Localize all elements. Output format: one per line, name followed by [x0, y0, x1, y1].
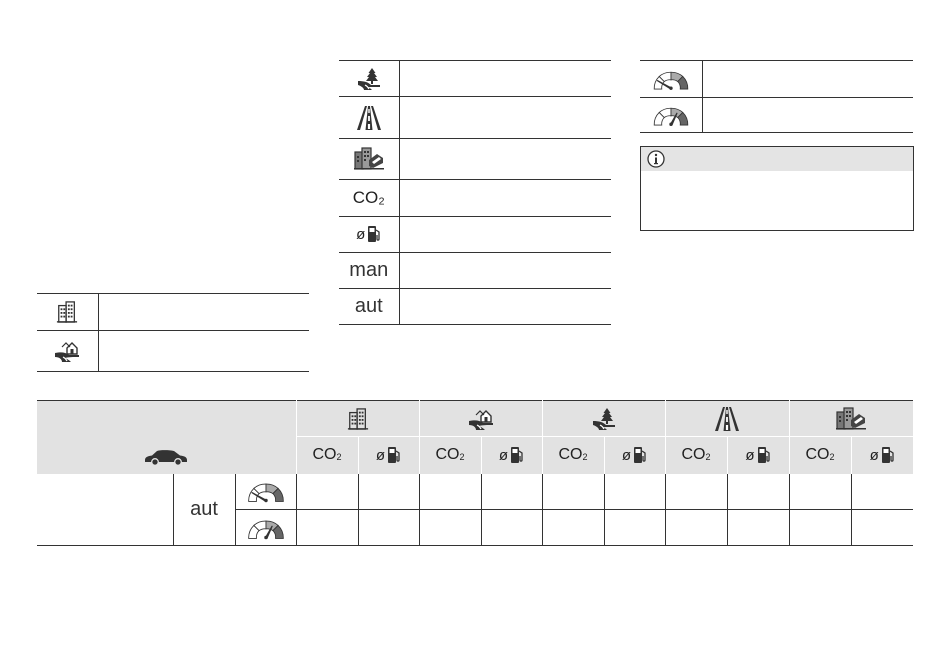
table-cell — [481, 510, 542, 546]
table-cell — [604, 510, 665, 546]
table-cell — [419, 474, 481, 510]
table-cell — [789, 474, 851, 510]
legend-row — [339, 289, 611, 325]
table-cell — [419, 510, 481, 546]
car-icon — [143, 448, 189, 466]
column-header-rural — [542, 401, 665, 437]
gauge-low-icon — [650, 66, 692, 92]
table-cell — [789, 510, 851, 546]
table-row — [37, 474, 913, 510]
table-cell — [542, 510, 604, 546]
gauge-high-icon — [650, 102, 692, 128]
column-header-combined — [789, 401, 913, 437]
table-cell — [665, 474, 727, 510]
note-box — [640, 146, 914, 231]
legend-row — [339, 61, 611, 97]
column-header-highway — [665, 401, 789, 437]
model-cell — [37, 474, 173, 546]
city-combined-icon — [835, 406, 867, 432]
transmission-cell: aut — [173, 474, 235, 546]
city-buildings-icon — [347, 408, 369, 430]
highway-icon — [355, 105, 383, 131]
fuel-header: ø — [727, 437, 789, 474]
table-cell — [727, 510, 789, 546]
legend-row — [640, 98, 913, 133]
highway-icon — [713, 406, 741, 432]
consumption-table — [37, 400, 913, 546]
legend-row — [37, 294, 309, 331]
legend-row — [640, 61, 913, 98]
legend-row — [339, 253, 611, 289]
fuel-pump-icon — [881, 446, 895, 464]
legend-row — [339, 180, 611, 217]
fuel-pump-icon — [757, 446, 771, 464]
suburban-house-road-icon — [53, 339, 81, 363]
automatic-label: aut — [339, 289, 399, 325]
fuel-consumption-icon: ø — [356, 225, 381, 243]
gauge-cell — [235, 510, 296, 546]
fuel-pump-icon — [387, 446, 401, 464]
fuel-pump-icon — [633, 446, 647, 464]
table-cell — [542, 474, 604, 510]
rural-tree-road-icon — [591, 407, 617, 431]
table-header-row — [37, 401, 913, 437]
co2-header: $CO_2$ — [665, 437, 727, 474]
legend-description — [98, 294, 309, 331]
city-buildings-icon — [56, 301, 78, 323]
column-header-city — [296, 401, 419, 437]
legend-description — [98, 331, 309, 372]
co2-header: $CO_2$ — [419, 437, 481, 474]
gauge-cell — [235, 474, 296, 510]
fuel-header: ø — [481, 437, 542, 474]
legend-row — [339, 217, 611, 253]
vehicle-cell — [37, 401, 296, 474]
note-header — [641, 147, 913, 171]
legend-row — [37, 331, 309, 372]
gauge-high-icon — [244, 515, 288, 541]
table-cell — [665, 510, 727, 546]
legend-right-table — [640, 60, 913, 133]
legend-left-table — [37, 293, 309, 372]
table-cell — [851, 474, 913, 510]
fuel-header: ø — [604, 437, 665, 474]
info-icon — [647, 150, 665, 168]
co2-header: $CO_2$ — [789, 437, 851, 474]
table-cell — [296, 510, 358, 546]
co2-label: CO₂ — [352, 188, 385, 207]
rural-tree-road-icon — [356, 67, 382, 91]
fuel-pump-icon — [510, 446, 524, 464]
co2-header: $CO_2$ — [542, 437, 604, 474]
legend-row — [339, 139, 611, 180]
fuel-header: ø — [358, 437, 419, 474]
manual-label: man — [339, 253, 399, 289]
legend-middle-table — [339, 60, 611, 325]
table-cell — [604, 474, 665, 510]
co2-header: $CO_2$ — [296, 437, 358, 474]
column-header-suburban — [419, 401, 542, 437]
suburban-house-road-icon — [467, 407, 495, 431]
table-cell — [481, 474, 542, 510]
table-cell — [296, 474, 358, 510]
table-cell — [851, 510, 913, 546]
table-cell — [727, 474, 789, 510]
fuel-header: ø — [851, 437, 913, 474]
table-cell — [358, 474, 419, 510]
fuel-pump-icon — [367, 225, 381, 243]
gauge-low-icon — [244, 478, 288, 504]
table-cell — [358, 510, 419, 546]
city-combined-icon — [353, 146, 385, 172]
legend-row — [339, 97, 611, 139]
